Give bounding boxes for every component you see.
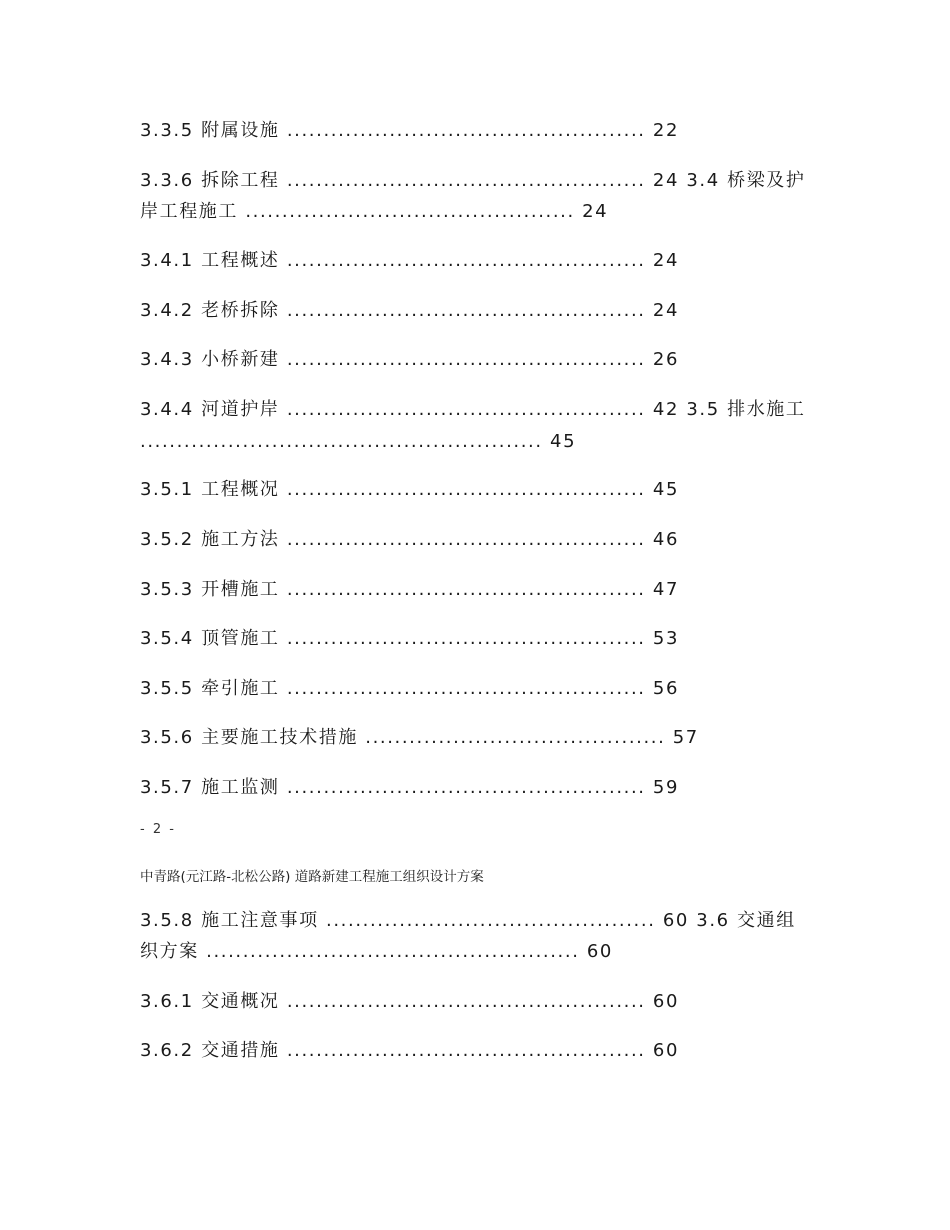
toc-entry-3-4-1[interactable]: 3.4.1 工程概述 ................................................. 24 xyxy=(140,250,680,271)
toc-entry-3-5-continued[interactable]: ....................................................... 45 xyxy=(140,431,577,452)
toc-entry-3-3-5[interactable]: 3.3.5 附属设施 ................................................. 22 xyxy=(140,120,680,141)
toc-entry-3-3-6[interactable]: 3.3.6 拆除工程 ................................................. 24 3.4 桥梁及护 xyxy=(140,170,806,191)
running-header: 中青路(元江路-北松公路) 道路新建工程施工组织设计方案 xyxy=(140,869,484,885)
toc-entry-3-6-2[interactable]: 3.6.2 交通措施 ................................................. 60 xyxy=(140,1040,680,1061)
toc-entry-3-5-7[interactable]: 3.5.7 施工监测 ................................................. 59 xyxy=(140,777,680,798)
toc-entry-3-5-3[interactable]: 3.5.3 开槽施工 ................................................. 47 xyxy=(140,579,680,600)
toc-entry-3-6-1[interactable]: 3.6.1 交通概况 ................................................. 60 xyxy=(140,991,680,1012)
toc-entry-3-5-5[interactable]: 3.5.5 牵引施工 ................................................. 56 xyxy=(140,678,680,699)
toc-entry-3-6-continued[interactable]: 织方案 ................................................... 60 xyxy=(140,941,613,962)
toc-entry-3-5-2[interactable]: 3.5.2 施工方法 ................................................. 46 xyxy=(140,529,680,550)
toc-entry-3-5-8[interactable]: 3.5.8 施工注意事项 ............................................. 60 3.6 交通组 xyxy=(140,910,796,931)
toc-entry-3-5-1[interactable]: 3.5.1 工程概况 ................................................. 45 xyxy=(140,479,680,500)
page-number: - 2 - xyxy=(140,822,176,837)
toc-entry-3-4-continued[interactable]: 岸工程施工 ............................................. 24 xyxy=(140,201,609,222)
toc-entry-3-4-3[interactable]: 3.4.3 小桥新建 ................................................. 26 xyxy=(140,349,680,370)
toc-entry-3-5-6[interactable]: 3.5.6 主要施工技术措施 ......................................... 57 xyxy=(140,727,699,748)
toc-entry-3-4-4[interactable]: 3.4.4 河道护岸 ................................................. 42 3.5 排水施工 xyxy=(140,399,806,420)
toc-entry-3-5-4[interactable]: 3.5.4 顶管施工 ................................................. 53 xyxy=(140,628,680,649)
toc-entry-3-4-2[interactable]: 3.4.2 老桥拆除 ................................................. 24 xyxy=(140,300,680,321)
